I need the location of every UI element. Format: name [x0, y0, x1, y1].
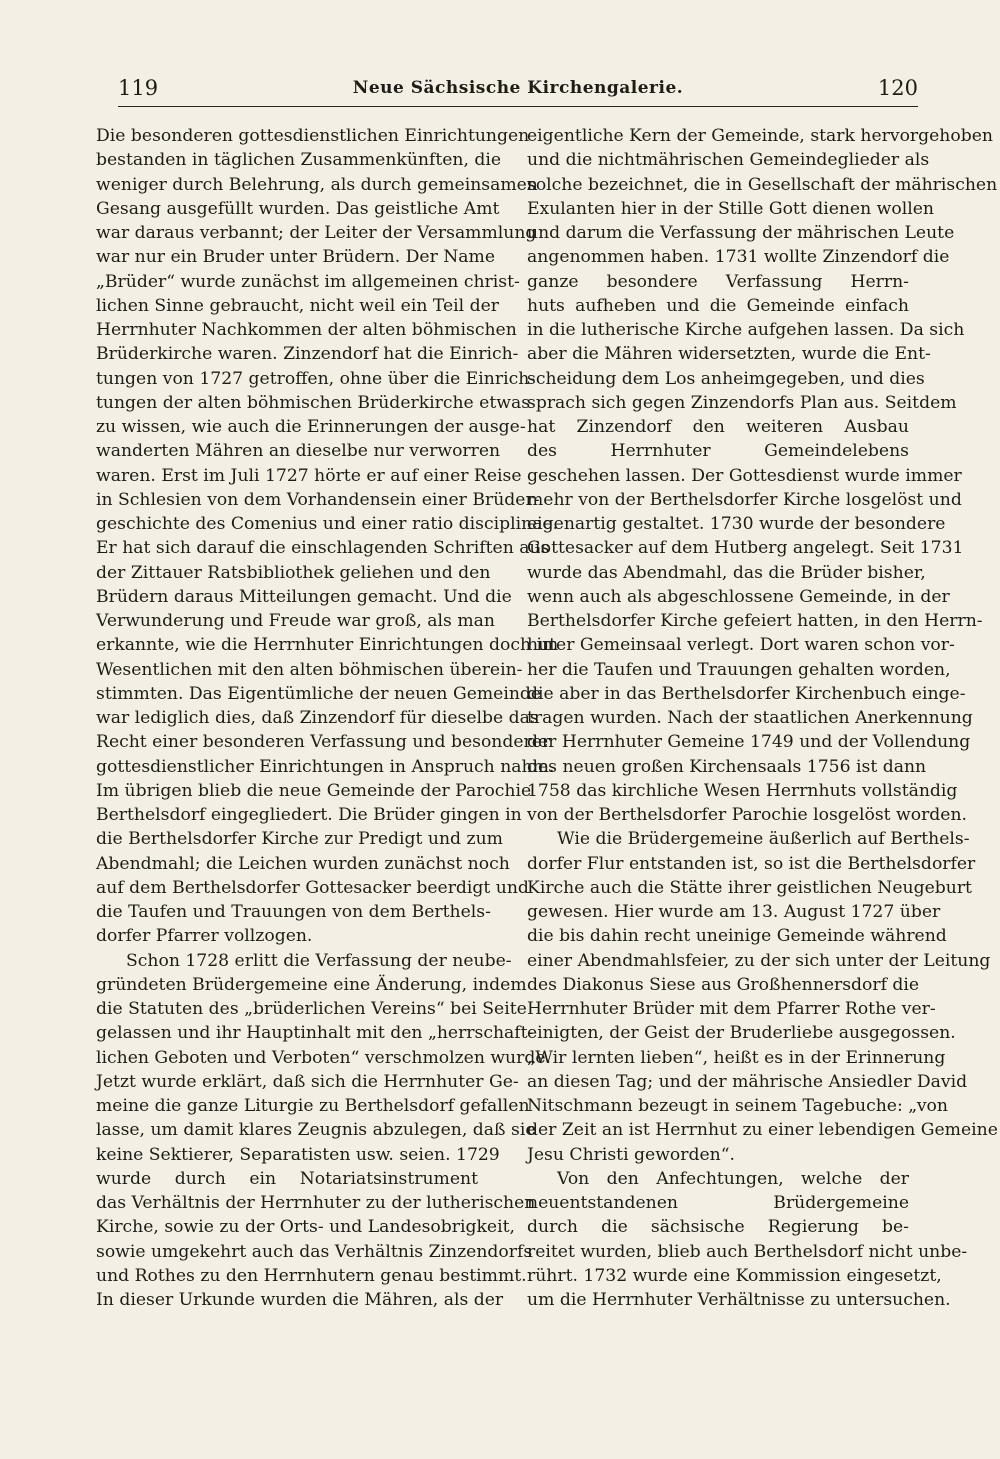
- text-line: scheidung dem Los anheimgegeben, und dies: [527, 368, 925, 389]
- text-line: lasse, um damit klares Zeugnis abzulegen, daß sie: [96, 1120, 536, 1141]
- text-line: die Statuten des „brüderlichen Vereins“ bei Seite: [96, 999, 527, 1019]
- text-line: aber die Mähren widersetzten, wurde die Ent-: [527, 344, 931, 365]
- text-line: stimmten. Das Eigentümliche der neuen Gemeinde: [96, 683, 542, 704]
- right-column: [527, 124, 998, 1312]
- text-line: um die Herrnhuter Verhältnisse zu untersuchen.: [527, 1290, 951, 1310]
- text-line: Kirche auch die Stätte ihrer geistlichen Neugeburt: [527, 877, 972, 898]
- text-line: die Berthelsdorfer Kirche zur Predigt und zum: [96, 829, 503, 850]
- text-line: „Wir lernten lieben“, heißt es in der Erinnerung: [527, 1047, 946, 1068]
- text-line: eigenartig gestaltet. 1730 wurde der besondere: [527, 514, 946, 534]
- text-line: her die Taufen und Trauungen gehalten worden,: [527, 659, 951, 680]
- text-line: Schon 1728 erlitt die Verfassung der neube-: [126, 950, 512, 971]
- text-line: Herrnhuter Nachkommen der alten böhmischen: [96, 320, 517, 340]
- text-line: wenn auch als abgeschlossene Gemeinde, in der: [527, 586, 950, 607]
- text-line: solche bezeichnet, die in Gesellschaft der mährischen: [527, 174, 998, 195]
- text-line: Brüdern daraus Mitteilungen gemacht. Und die: [96, 586, 512, 607]
- text-line: wurde durch ein Notariatsinstrument: [96, 1168, 478, 1189]
- text-line: der Zeit an ist Herrnhut zu einer lebendigen Gemeine: [527, 1120, 998, 1141]
- text-line: in die lutherische Kirche aufgehen lassen. Da sich: [527, 320, 965, 340]
- text-line: das Verhältnis der Herrnhuter zu der lutherischen: [96, 1193, 536, 1213]
- text-line: einigten, der Geist der Bruderliebe ausgegossen.: [527, 1023, 956, 1044]
- text-line: des Diakonus Siese aus Großhennersdorf die: [527, 974, 920, 995]
- text-line: Berthelsdorfer Kirche gefeiert hatten, in den Herrn-: [527, 611, 983, 631]
- text-line: huter Gemeinsaal verlegt. Dort waren schon vor-: [527, 635, 955, 656]
- page-number-left: 119: [118, 76, 159, 100]
- text-line: rührt. 1732 wurde eine Kommission eingesetzt,: [527, 1265, 942, 1286]
- text-line: hat Zinzendorf den weiteren Ausbau: [527, 417, 909, 437]
- text-line: Er hat sich darauf die einschlagenden Schriften aus: [96, 538, 550, 559]
- text-line: Jesu Christi geworden“.: [527, 1144, 735, 1165]
- text-line: tungen von 1727 getroffen, ohne über die Einrich-: [96, 368, 536, 389]
- left-column: [96, 124, 559, 1312]
- text-line: Wesentlichen mit den alten böhmischen überein-: [96, 659, 523, 680]
- text-line: Abendmahl; die Leichen wurden zunächst noch: [96, 853, 510, 874]
- text-line: Von den Anfechtungen, welche der: [557, 1168, 909, 1189]
- text-line: Berthelsdorf eingegliedert. Die Brüder gingen in: [96, 805, 522, 825]
- text-line: meine die ganze Liturgie zu Berthelsdorf gefallen: [96, 1096, 530, 1116]
- text-line: Herrnhuter Brüder mit dem Pfarrer Rothe ver-: [527, 999, 936, 1019]
- text-line: der Zittauer Ratsbibliothek geliehen und den: [96, 562, 491, 583]
- text-line: des Herrnhuter Gemeindelebens: [527, 441, 909, 462]
- text-line: Gottesacker auf dem Hutberg angelegt. Seit 1731: [527, 538, 964, 559]
- text-line: zu wissen, wie auch die Erinnerungen der ausge-: [96, 417, 526, 437]
- text-line: geschehen lassen. Der Gottesdienst wurde immer: [527, 465, 962, 486]
- text-line: dorfer Flur entstanden ist, so ist die Berthelsdorfer: [527, 853, 976, 874]
- text-line: reitet wurden, blieb auch Berthelsdorf nicht unbe-: [527, 1241, 968, 1262]
- running-title: Neue Sächsische Kirchengalerie.: [352, 78, 684, 98]
- text-line: erkannte, wie die Herrnhuter Einrichtungen doch im: [96, 635, 559, 656]
- text-line: die Taufen und Trauungen von dem Berthels-: [96, 902, 491, 922]
- text-line: Wie die Brüdergemeine äußerlich auf Berthels-: [557, 829, 970, 850]
- text-line: auf dem Berthelsdorfer Gottesacker beerdigt und: [96, 877, 529, 898]
- text-line: sowie umgekehrt auch das Verhältnis Zinzendorfs: [96, 1241, 533, 1262]
- text-line: wanderten Mähren an dieselbe nur verworren: [96, 441, 501, 462]
- text-line: bestanden in täglichen Zusammenkünften, die: [96, 150, 502, 171]
- text-line: die bis dahin recht uneinige Gemeinde während: [527, 926, 947, 947]
- text-line: war nur ein Bruder unter Brüdern. Der Name: [96, 247, 496, 268]
- text-line: Recht einer besonderen Verfassung und besonderer: [96, 732, 551, 753]
- text-line: Nitschmann bezeugt in seinem Tagebuche: „von: [527, 1096, 948, 1116]
- text-line: und darum die Verfassung der mährischen Leute: [527, 223, 955, 243]
- text-line: durch die sächsische Regierung be-: [527, 1217, 909, 1238]
- text-line: ganze besondere Verfassung Herrn-: [527, 271, 909, 292]
- text-line: weniger durch Belehrung, als durch gemeinsamen: [96, 174, 538, 195]
- text-line: Die besonderen gottesdienstlichen Einrichtungen: [96, 126, 530, 146]
- text-line: huts aufheben und die Gemeinde einfach: [527, 295, 909, 316]
- text-line: des neuen großen Kirchensaals 1756 ist dann: [527, 756, 927, 777]
- text-line: Verwunderung und Freude war groß, als man: [96, 611, 495, 631]
- text-line: angenommen haben. 1731 wollte Zinzendorf die: [527, 247, 950, 268]
- text-line: neuentstandenen Brüdergemeine: [527, 1193, 909, 1213]
- text-line: mehr von der Berthelsdorfer Kirche losgelöst und: [527, 489, 962, 510]
- text-line: lichen Sinne gebraucht, nicht weil ein Teil der: [96, 295, 499, 316]
- text-line: gründeten Brüdergemeine eine Änderung, indem: [96, 974, 527, 995]
- text-line: gottesdienstlicher Einrichtungen in Anspruch nahm.: [96, 756, 555, 777]
- text-line: eigentliche Kern der Gemeinde, stark hervorgehoben: [527, 126, 993, 146]
- text-line: war daraus verbannt; der Leiter der Versammlung: [96, 223, 537, 243]
- text-line: an diesen Tag; und der mährische Ansiedler David: [527, 1071, 968, 1092]
- text-line: waren. Erst im Juli 1727 hörte er auf einer Reise: [96, 465, 522, 486]
- text-line: Im übrigen blieb die neue Gemeinde der Parochie: [96, 780, 532, 801]
- text-line: lichen Geboten und Verboten“ verschmolzen wurde.: [96, 1047, 551, 1068]
- page-number-right: 120: [877, 76, 918, 100]
- text-line: wurde das Abendmahl, das die Brüder bisher,: [527, 562, 926, 583]
- text-line: Gesang ausgefüllt wurden. Das geistliche Amt: [96, 198, 500, 219]
- text-line: dorfer Pfarrer vollzogen.: [96, 926, 313, 947]
- running-header: [118, 76, 918, 107]
- text-line: Jetzt wurde erklärt, daß sich die Herrnhuter Ge-: [96, 1071, 519, 1092]
- text-line: und die nichtmährischen Gemeindeglieder als: [527, 150, 930, 171]
- text-line: In dieser Urkunde wurden die Mähren, als der: [96, 1290, 504, 1310]
- text-line: sprach sich gegen Zinzendorfs Plan aus. Seitdem: [527, 392, 957, 413]
- text-line: 1758 das kirchliche Wesen Herrnhuts vollständig: [527, 780, 958, 801]
- text-line: tungen der alten böhmischen Brüderkirche etwas: [96, 392, 531, 413]
- text-line: Brüderkirche waren. Zinzendorf hat die Einrich-: [96, 344, 519, 365]
- text-line: Kirche, sowie zu der Orts- und Landesobrigkeit,: [96, 1217, 515, 1238]
- text-line: gelassen und ihr Hauptinhalt mit den „herrschaft-: [96, 1023, 534, 1044]
- text-line: geschichte des Comenius und einer ratio disciplinae.: [96, 514, 559, 534]
- text-line: einer Abendmahlsfeier, zu der sich unter der Leitung: [527, 950, 991, 971]
- text-line: und Rothes zu den Herrnhutern genau bestimmt.: [96, 1265, 527, 1286]
- text-line: keine Sektierer, Separatisten usw. seien. 1729: [96, 1144, 500, 1165]
- text-line: von der Berthelsdorfer Parochie losgelöst worden.: [527, 805, 967, 825]
- text-line: Exulanten hier in der Stille Gott dienen wollen: [527, 198, 934, 219]
- text-line: die aber in das Berthelsdorfer Kirchenbuch einge-: [527, 683, 966, 704]
- text-line: gewesen. Hier wurde am 13. August 1727 über: [527, 902, 941, 922]
- text-line: der Herrnhuter Gemeine 1749 und der Vollendung: [527, 732, 971, 753]
- text-line: war lediglich dies, daß Zinzendorf für dieselbe das: [96, 708, 539, 728]
- text-line: tragen wurden. Nach der staatlichen Anerkennung: [527, 708, 973, 728]
- text-line: in Schlesien von dem Vorhandensein einer Brüder-: [96, 489, 540, 510]
- text-line: „Brüder“ wurde zunächst im allgemeinen christ-: [96, 271, 520, 292]
